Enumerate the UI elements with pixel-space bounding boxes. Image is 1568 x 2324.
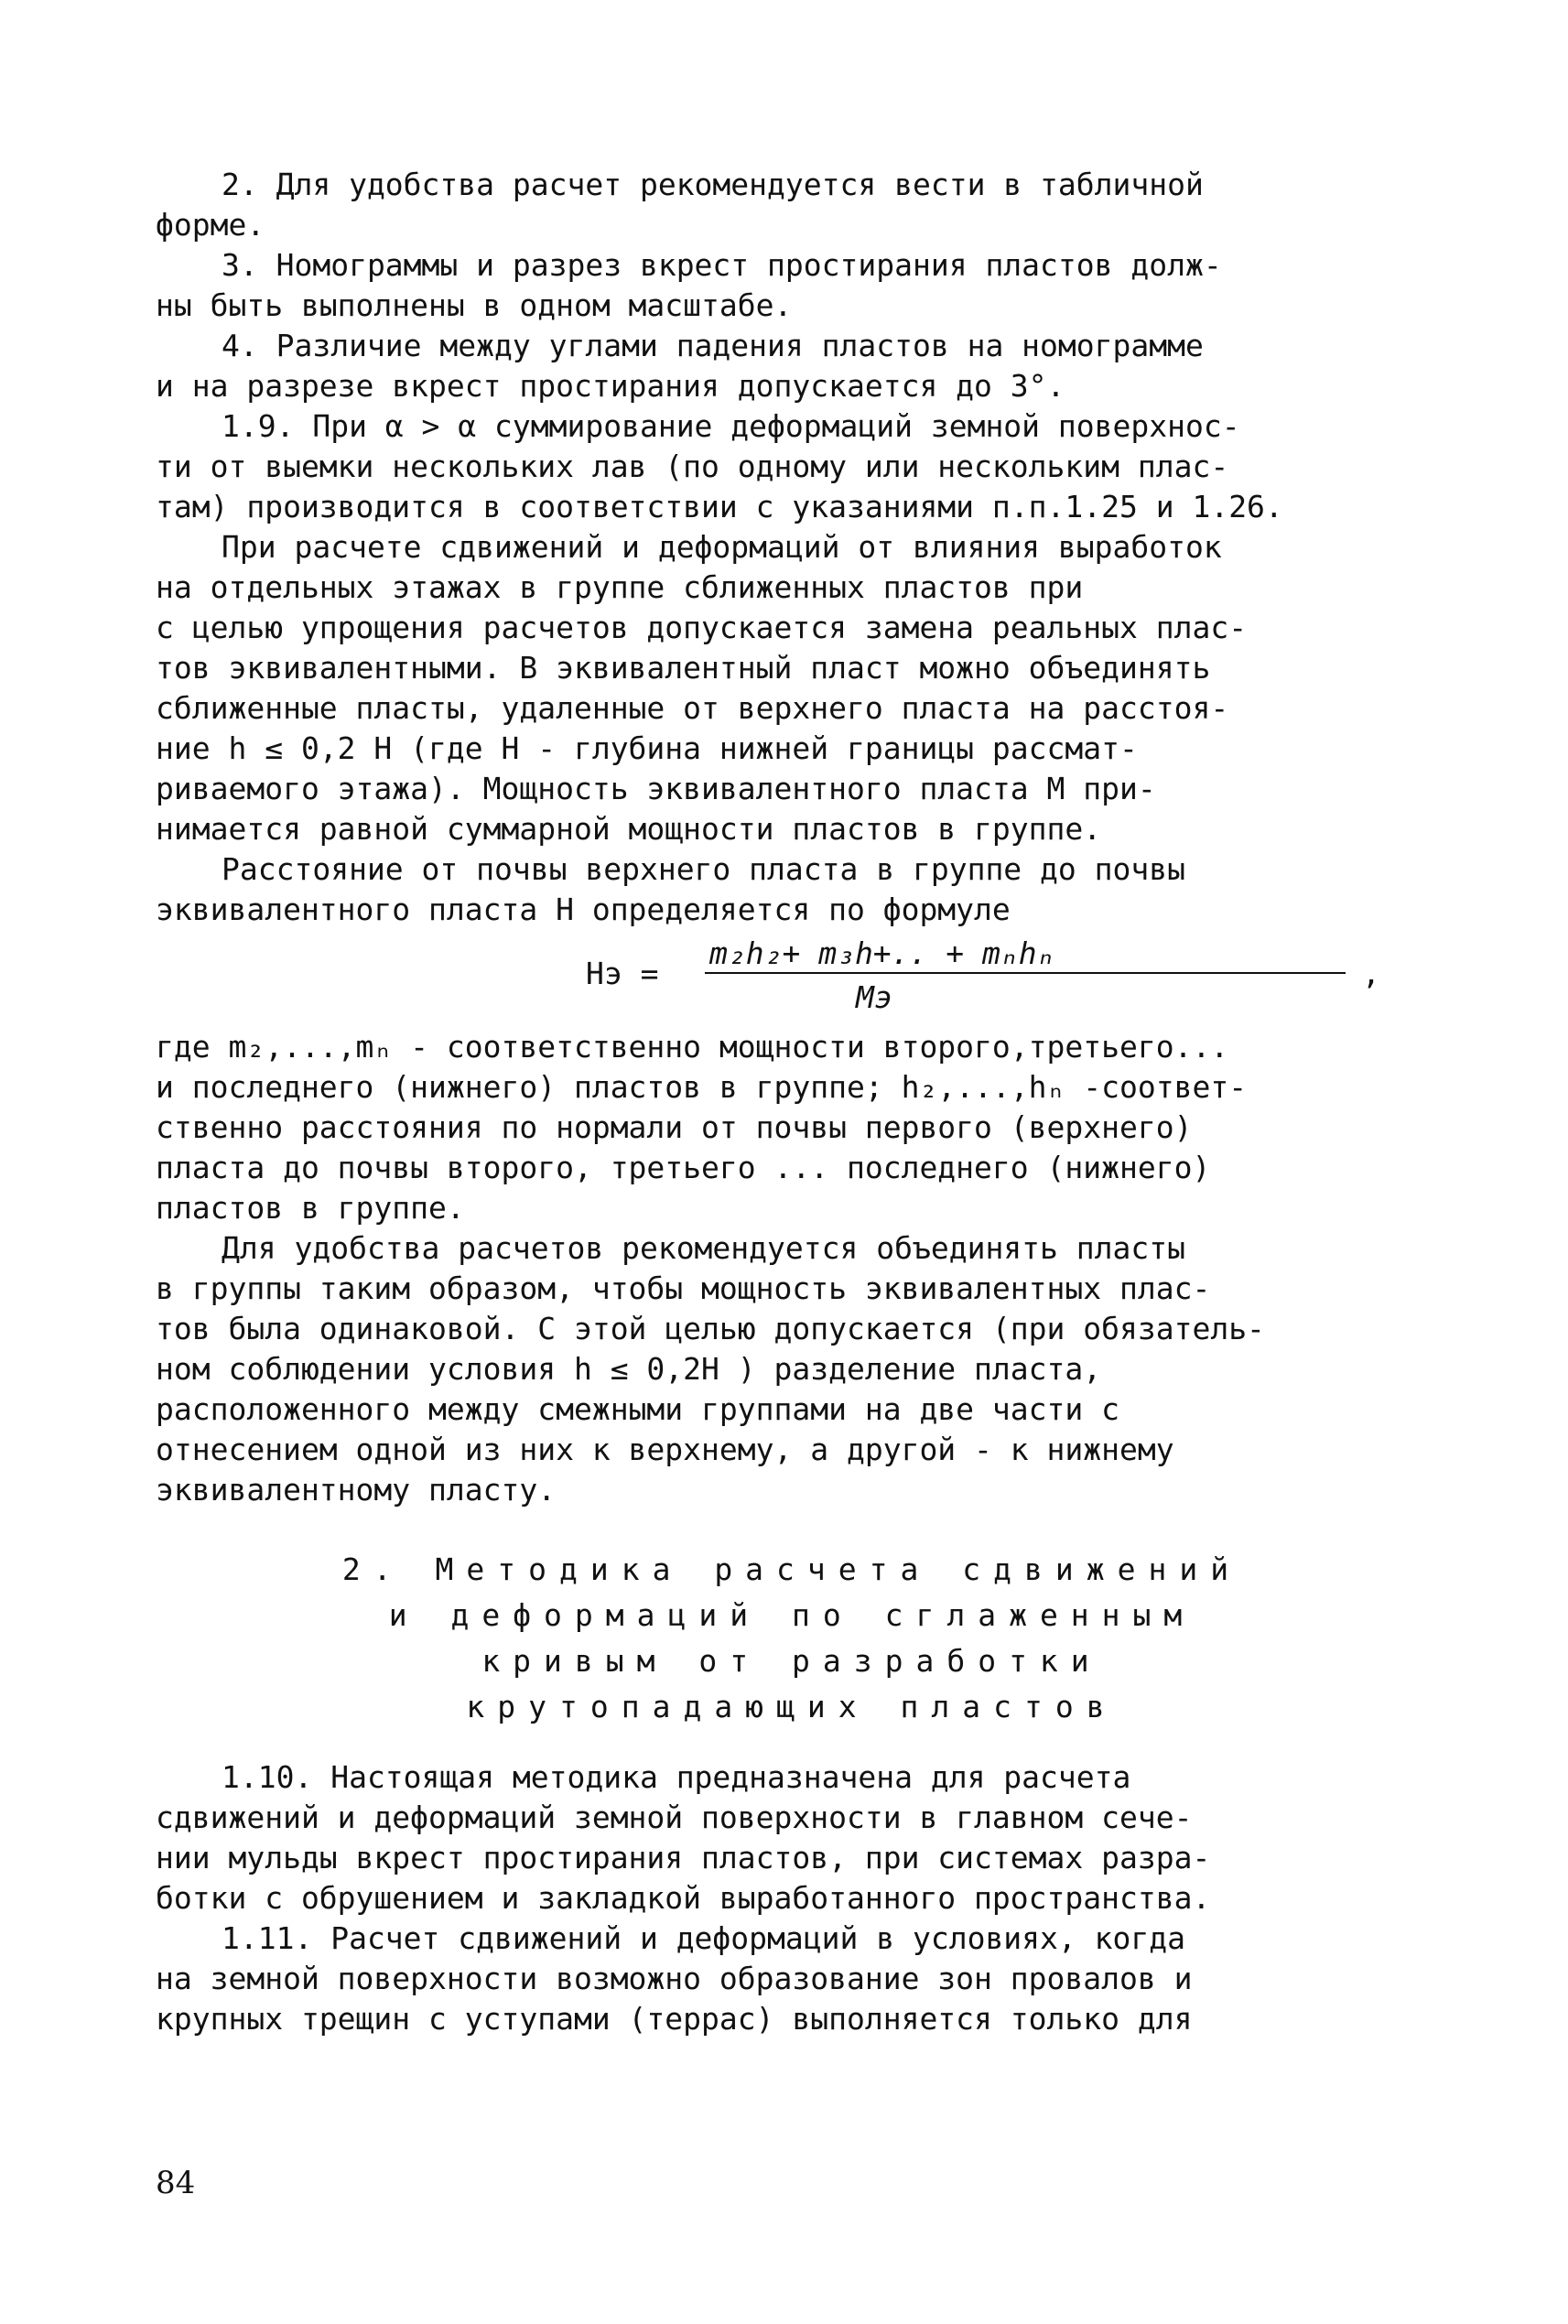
section-heading — [156, 1547, 1428, 1730]
text-line: риваемого этажа). Мощность эквивалентного пласта M при- — [156, 771, 1156, 806]
paragraph-2 — [156, 165, 1428, 245]
text-line: 1.11. Расчет сдвижений и деформаций в условиях, когда — [222, 1920, 1185, 1956]
text-line: нии мульды вкрест простирания пластов, при системах разра- — [156, 1840, 1211, 1875]
text-line: эквивалентного пласта H определяется по формуле — [156, 892, 1011, 927]
paragraph-where — [156, 1027, 1428, 1228]
text-line: сдвижений и деформаций земной поверхности в главном сече- — [156, 1800, 1193, 1835]
text-line: нимается равной суммарной мощности пластов в группе. — [156, 811, 1102, 847]
text-line: в группы таким образом, чтобы мощность эквивалентных плас- — [156, 1270, 1211, 1306]
formula-numerator: m₂h₂+ m₃h+.. + mₙhₙ — [709, 935, 1055, 971]
paragraph-3 — [156, 245, 1428, 326]
paragraph-equivalent-seam — [156, 527, 1428, 849]
text-line: Расстояние от почвы верхнего пласта в группе до почвы — [222, 851, 1185, 887]
text-line: 4. Различие между углами падения пластов на номограмме — [222, 328, 1204, 363]
text-line: с целью упрощения расчетов допускается замена реальных плас- — [156, 610, 1248, 645]
heading-line: 2. Методика расчета сдвижений — [341, 1551, 1242, 1587]
page-number: 84 — [156, 2165, 196, 2201]
text-line: крупных трещин с уступами (террас) выполняется только для — [156, 2001, 1193, 2037]
text-line: 1.10. Настоящая методика предназначена для расчета — [222, 1759, 1131, 1795]
text-line: эквивалентному пласту. — [156, 1472, 557, 1508]
text-line: и последнего (нижнего) пластов в группе; h₂,...,hₙ -соответ- — [156, 1069, 1248, 1105]
text-line: ном соблюдении условия h ≤ 0,2H ) разделение пласта, — [156, 1351, 1102, 1387]
text-line: тов была одинаковой. С этой целью допускается (при обязатель- — [156, 1311, 1265, 1346]
text-line: тов эквивалентными. В эквивалентный пласт можно объединять — [156, 650, 1211, 686]
text-line: пласта до почвы второго, третьего ... последнего (нижнего) — [156, 1150, 1211, 1185]
paragraph-1-11 — [156, 1919, 1428, 2039]
formula-fraction-bar — [705, 972, 1346, 974]
paragraph-4 — [156, 326, 1428, 406]
text-line: ботки с обрушением и закладкой выработанного пространства. — [156, 1880, 1211, 1916]
heading-line: крутопадающих пластов — [466, 1689, 1118, 1724]
paragraph-1-9 — [156, 406, 1428, 527]
text-line: расположенного между смежными группами на две части с — [156, 1391, 1119, 1427]
text-line: на отдельных этажах в группе сближенных пластов при — [156, 569, 1084, 605]
paragraph-grouping — [156, 1228, 1428, 1510]
paragraph-1-10 — [156, 1757, 1428, 1919]
text-line: ти от выемки нескольких лав (по одному или нескольким плас- — [156, 449, 1229, 484]
formula-block — [156, 934, 1428, 1018]
text-line: на земной поверхности возможно образование зон провалов и — [156, 1961, 1193, 1996]
text-line: ственно расстояния по нормали от почвы первого (верхнего) — [156, 1109, 1193, 1145]
text-line: пластов в группе. — [156, 1190, 465, 1226]
text-line: При расчете сдвижений и деформаций от влияния выработок — [222, 529, 1222, 565]
formula-lhs: Hэ = — [586, 956, 659, 991]
text-line: Для удобства расчетов рекомендуется объединять пласты — [222, 1230, 1185, 1266]
text-line: отнесением одной из них к верхнему, а другой - к нижнему — [156, 1432, 1174, 1467]
paragraph-distance — [156, 849, 1428, 930]
page-body — [156, 165, 1428, 2039]
heading-line: кривым от разработки — [481, 1643, 1102, 1679]
text-line: 2. Для удобства расчет рекомендуется вести в табличной — [222, 167, 1204, 202]
text-line: 3. Номограммы и разрез вкрест простирания пластов долж- — [222, 247, 1222, 283]
text-line: ние h ≤ 0,2 H (где H - глубина нижней границы рассмат- — [156, 730, 1138, 766]
text-line: форме. — [156, 207, 265, 243]
text-line: сближенные пласты, удаленные от верхнего пласта на расстоя- — [156, 690, 1229, 726]
formula-comma: , — [1362, 956, 1380, 991]
text-line: 1.9. При α > α суммирование деформаций земной поверхнос- — [222, 408, 1240, 444]
text-line: там) производится в соответствии с указаниями п.п.1.25 и 1.26. — [156, 489, 1283, 524]
text-line: где m₂,...,mₙ - соответственно мощности второго,третьего... — [156, 1029, 1229, 1065]
formula-denominator: Mэ — [856, 979, 892, 1015]
text-line: ны быть выполнены в одном масштабе. — [156, 287, 793, 323]
heading-line: и деформаций по сглаженным — [388, 1597, 1195, 1633]
text-line: и на разрезе вкрест простирания допускается до 3°. — [156, 368, 1065, 404]
